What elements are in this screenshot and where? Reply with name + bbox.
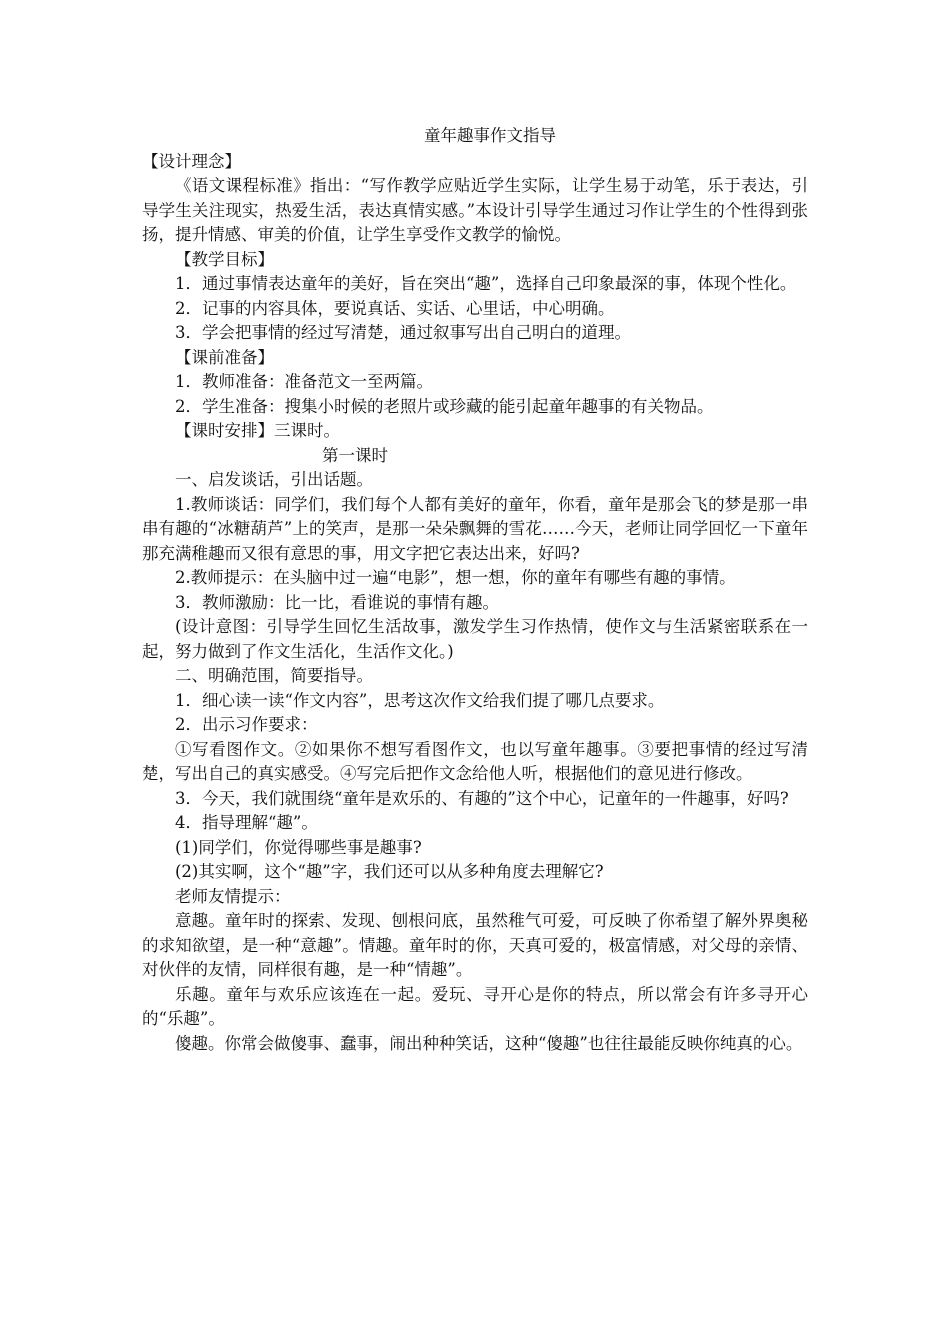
paragraph: 2．出示习作要求： bbox=[175, 715, 318, 734]
section-heading-teaching-goals: 【教学目标】 bbox=[175, 249, 274, 269]
paragraph: 3．今天，我们就围绕“童年是欢乐的、有趣的”这个中心，记童年的一件趣事，好吗? bbox=[175, 788, 789, 808]
paragraph: 二、明确范围，简要指导。 bbox=[175, 666, 373, 685]
lesson-heading: 第一课时 bbox=[322, 445, 388, 465]
paragraph: 乐趣。童年与欢乐应该连在一起。爱玩、寻开心是你的特点，所以常会有许多寻开心的“乐趣”。 bbox=[142, 984, 808, 1028]
paragraph: (1)同学们，你觉得哪些事是趣事? bbox=[175, 837, 422, 857]
paragraph: 1．细心读一读“作文内容”，思考这次作文给我们提了哪几点要求。 bbox=[175, 690, 665, 710]
section-heading-design-concept: 【设计理念】 bbox=[142, 151, 241, 171]
paragraph: 老师友情提示： bbox=[175, 886, 291, 906]
paragraph: (设计意图：引导学生回忆生活故事，激发学生习作热情，使作文与生活紧密联系在一起，努力做到了作文生活化，生活作文化。) bbox=[142, 617, 808, 661]
document-page bbox=[142, 124, 808, 1056]
paragraph: 2．学生准备：搜集小时候的老照片或珍藏的能引起童年趣事的有关物品。 bbox=[175, 396, 714, 416]
paragraph: 2．记事的内容具体，要说真话、实话、心里话，中心明确。 bbox=[175, 298, 615, 318]
section-heading-schedule: 【课时安排】三课时。 bbox=[175, 421, 340, 440]
document-body bbox=[142, 150, 808, 1057]
paragraph: 3．学会把事情的经过写清楚，通过叙事写出自己明白的道理。 bbox=[175, 323, 631, 342]
paragraph: 傻趣。你常会做傻事、蠢事，闹出种种笑话，这种“傻趣”也往往最能反映你纯真的心。 bbox=[175, 1033, 803, 1053]
section-heading-preparation: 【课前准备】 bbox=[175, 347, 274, 367]
paragraph: 1．教师准备：准备范文一至两篇。 bbox=[175, 372, 433, 391]
document-title: 童年趣事作文指导 bbox=[424, 126, 556, 145]
paragraph: 4．指导理解“趣”。 bbox=[175, 813, 318, 832]
paragraph: 3．教师激励：比一比，看谁说的事情有趣。 bbox=[175, 592, 499, 612]
paragraph: 1.教师谈话：同学们，我们每个人都有美好的童年，你看，童年是那会飞的梦是那一串串有趣的“冰糖葫芦”上的笑声，是那一朵朵飘舞的雪花……今天，老师让同学回忆一下童年那充满稚趣而又很有意思的事，用文字把它表达出来，好吗? bbox=[142, 494, 808, 563]
paragraph: 《语文课程标准》指出：“写作教学应贴近学生实际，让学生易于动笔，乐于表达，引导学生关注现实，热爱生活，表达真情实感。”本设计引导学生通过习作让学生的个性得到张扬，提升情感、审美的价值，让学生享受作文教学的愉悦。 bbox=[142, 176, 808, 244]
paragraph: ①写看图作文。②如果你不想写看图作文，也以写童年趣事。③要把事情的经过写清楚，写出自己的真实感受。④写完后把作文念给他人听，根据他们的意见进行修改。 bbox=[142, 739, 808, 783]
paragraph: 1．通过事情表达童年的美好，旨在突出“趣”，选择自己印象最深的事，体现个性化。 bbox=[175, 274, 797, 293]
paragraph: 2.教师提示：在头脑中过一遍“电影”，想一想，你的童年有哪些有趣的事情。 bbox=[175, 568, 736, 587]
paragraph: (2)其实啊，这个“趣”字，我们还可以从多种角度去理解它? bbox=[175, 862, 604, 881]
paragraph: 一、启发谈话，引出话题。 bbox=[175, 470, 373, 489]
paragraph: 意趣。童年时的探索、发现、刨根问底，虽然稚气可爱，可反映了你希望了解外界奥秘的求知欲望，是一种“意趣”。情趣。童年时的你，天真可爱的，极富情感，对父母的亲情、对伙伴的友情，同样很有趣，是一种“情趣”。 bbox=[142, 911, 808, 979]
